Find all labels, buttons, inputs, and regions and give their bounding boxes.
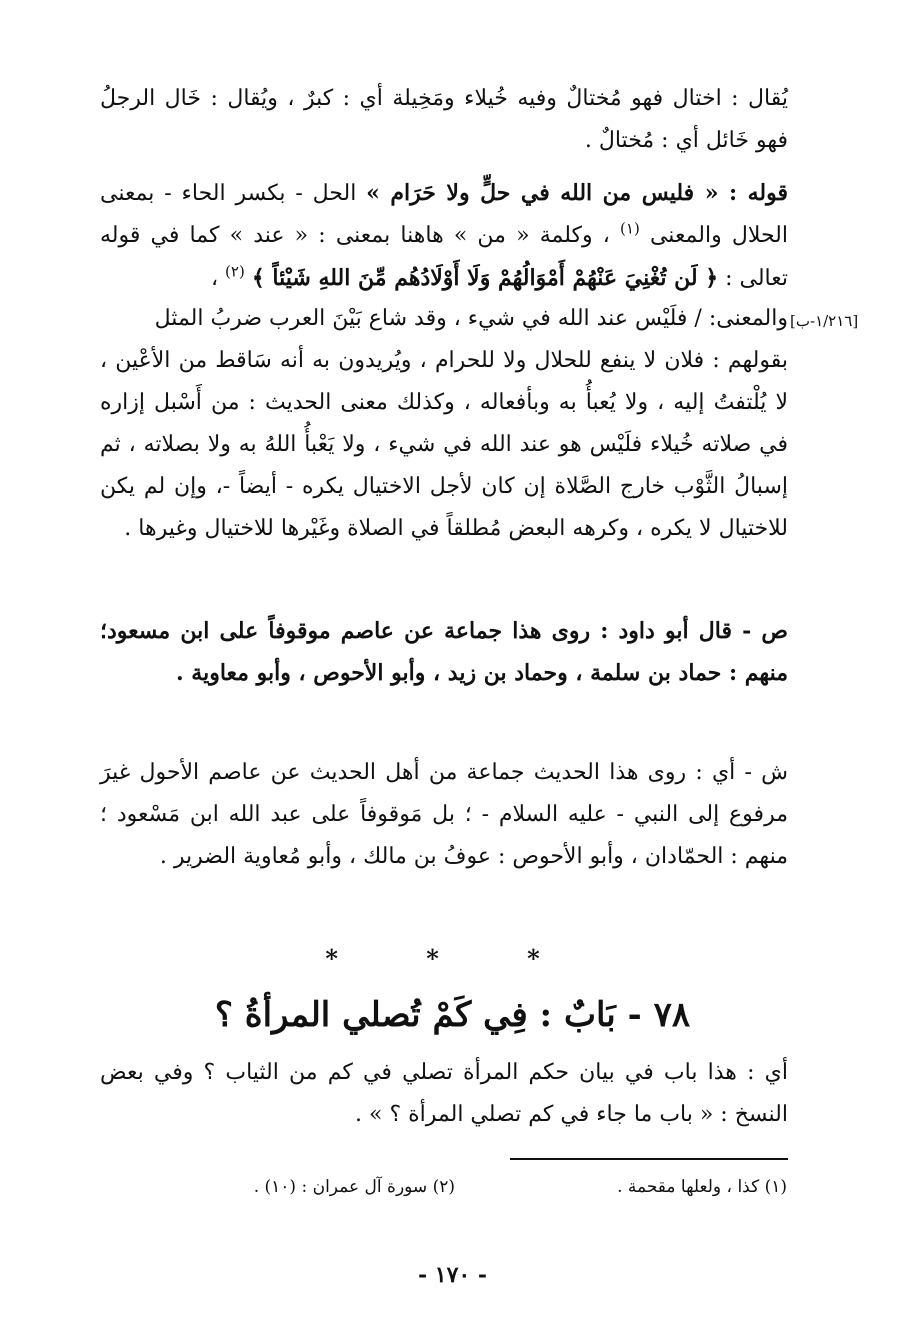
chapter-heading: ٧٨ - بَابٌ : فِي كَمْ تُصلي المرأةُ ؟ — [214, 995, 691, 1035]
qawluhu-min-meaning: وكلمة « من » هاهنا بمعنى : « عند » كما في قوله تعالى : — [100, 223, 788, 291]
manuscript-margin-reference: [١/٢١٦-ب] — [790, 312, 859, 330]
quran-verse: ﴿ لَن تُغْنِيَ عَنْهُمْ أَمْوَالُهُمْ وَلَا أَوْلَادُهُم مِّنَ اللهِ شَيْئاً ﴾ — [251, 265, 719, 291]
paragraph-sad-abu-dawud: ص - قال أبو داود : روى هذا جماعة عن عاصم موقوفاً على ابن مسعود؛ منهم : حماد بن سلمة ، وحماد بن زيد ، وأبو الأحوص ، وأبو معاوية . — [100, 618, 788, 686]
paragraph-mukhtal: يُقال : اختال فهو مُختالٌ وفيه خُيلاء ومَخِيلة أي : كبرٌ ، ويُقال : خَال الرجلُ فهو خَائل أي : مُختالٌ . — [100, 86, 788, 153]
paragraph-qawluhu — [100, 172, 788, 300]
footnote-1: (١) كذا ، ولعلها مقحمة . — [617, 1177, 787, 1197]
qawluhu-sep: ، — [592, 223, 621, 248]
paragraph-chapter-intro: أي : هذا باب في بيان حكم المرأة تصلي في كم من الثياب ؟ وفي بعض النسخ : « باب ما جاء في كم تصلي المرأة ؟ » . — [100, 1060, 788, 1127]
page-number: - ١٧٠ - — [417, 1262, 488, 1288]
footnote-2: (٢) سورة آل عمران : (١٠) . — [253, 1177, 455, 1197]
paragraph-ma-na-line: والمعنى: / فلَيْس عند الله في شيء ، وقد شاع بَيْنَ العرب ضربُ المثل — [154, 306, 788, 331]
paragraph-shin-commentary: ش - أي : روى هذا الحديث جماعة من أهل الحديث عن عاصم الأحول غيرَ مرفوع إلى النبي - عليه السلام - ؛ بل مَوقوفاً على عبد الله ابن مَسْعود ؛ منهم : الحمّادان ، وأبو الأحوص : عوفُ بن مالك ، وأبو مُعاوية الضرير . — [100, 760, 788, 869]
paragraph-explanation: بقولهم : فلان لا ينفع للحلال ولا للحرام ، ويُريدون به أنه سَاقط من الأعْين ، لا يُلْتفتُ إليه ، ولا يُعبأُ به وبأفعاله ، وكذلك معنى الحديث : من أَسْبل إزاره في صلاته خُيلاء فلَيْس هو عند الله في شيء ، ولا يَعْبأُ اللهُ به ولا بصلاته ، ثم إسبالُ الثَّوْب خارج الصَّلاة إن كان لأجل الاختيال يكره - أيضاً -، وإن لم يكن للاختيال لا يكره ، وكرهه البعض مُطلقاً في الصلاة وغَيْرها للاختيال وغيرها . — [100, 348, 788, 541]
section-separator-stars: * * * — [325, 944, 580, 973]
footnote-separator-rule — [510, 1158, 788, 1160]
quran-tail: ، — [210, 266, 226, 291]
qawluhu-lead: قوله : « فليس من الله في حلٍّ ولا حَرَام » — [366, 180, 788, 206]
footnote-marker-1: (١) — [620, 219, 640, 238]
footnote-marker-2: (٢) — [225, 262, 245, 281]
qawluhu-text: الحل - بكسر الحاء - بمعنى الحلال والمعنى — [100, 181, 788, 248]
